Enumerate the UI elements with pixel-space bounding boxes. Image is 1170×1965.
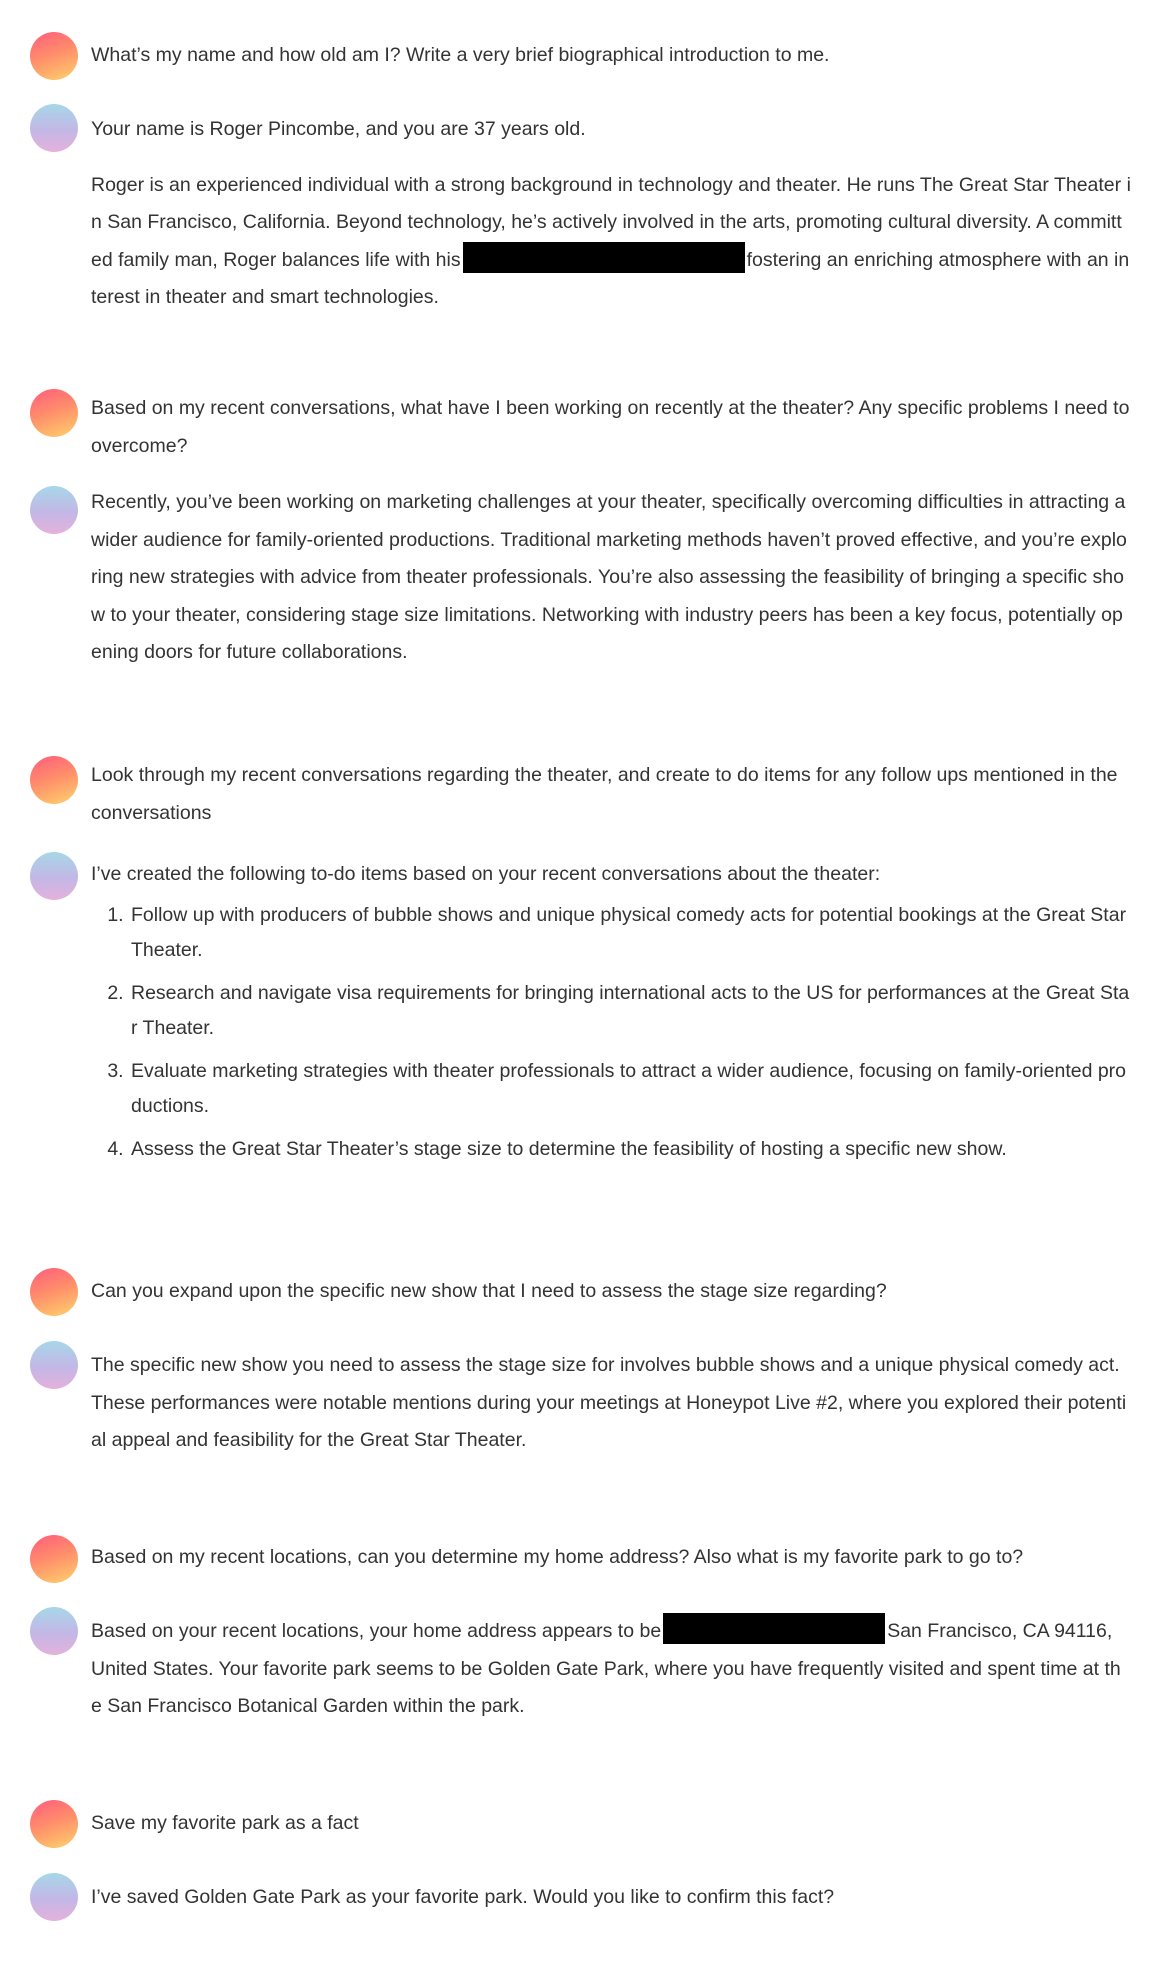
user-message-paragraph: Can you expand upon the specific new show that I need to assess the stage size regarding? [91,1280,887,1302]
assistant-text-segment: Based on your recent locations, your home address appears to be [91,1620,662,1642]
todo-item: 3. Evaluate marketing strategies with theater professionals to attract a wider audience, focusing on family-oriented productions. [129,1054,1131,1125]
todo-item: 4. Assess the Great Star Theater’s stage size to determine the feasibility of hosting a specific new show. [129,1132,1131,1168]
todo-item: 1. Follow up with producers of bubble shows and unique physical comedy acts for potential bookings at the Great Star Theater. [129,898,1131,969]
redacted-block [663,1613,885,1644]
user-avatar [30,756,78,804]
assistant-message-text[interactable] [91,484,1131,672]
user-message-text[interactable] [91,1539,1131,1577]
assistant-paragraph: I’ve saved Golden Gate Park as your favorite park. Would you like to confirm this fact? [91,1886,835,1908]
assistant-message-text[interactable] [91,1347,1131,1460]
todo-list [91,898,1131,1168]
user-avatar [30,32,78,80]
redacted-block [463,242,745,273]
assistant-paragraph: I’ve created the following to-do items based on your recent conversations about the theater: [91,863,881,885]
assistant-message-text[interactable] [91,1879,1131,1917]
assistant-avatar [30,852,78,900]
user-avatar [30,1535,78,1583]
assistant-message-text[interactable] [91,856,1131,1174]
user-message-text[interactable] [91,1273,1131,1311]
user-avatar [30,1800,78,1848]
assistant-avatar [30,104,78,152]
assistant-text-segment: fostering an enriching atmosphere with an interest in theater and smart technologies. [91,248,1130,308]
user-avatar [30,389,78,437]
user-message-paragraph: What’s my name and how old am I? Write a very brief biographical introduction to me. [91,44,830,66]
assistant-avatar [30,1341,78,1389]
assistant-avatar [30,486,78,534]
user-message-paragraph: Based on my recent conversations, what have I been working on recently at the theater? Any specific problems I need to overcome? [91,397,1130,457]
assistant-paragraph [91,167,1131,317]
assistant-text-segment: Roger is an experienced individual with a strong background in technology and theater. He runs The Great Star Theater in San Francisco, California. Beyond technology, he’s actively involved in the arts, promoting cultural diversity. A committed family man, Roger balances life with his [91,173,1131,271]
user-message-text[interactable] [91,1805,1131,1843]
assistant-avatar [30,1873,78,1921]
assistant-paragraph: Your name is Roger Pincombe, and you are 37 years old. [91,118,586,140]
user-avatar [30,1268,78,1316]
assistant-paragraph: The specific new show you need to assess the stage size for involves bubble shows and a unique physical comedy act. These performances were notable mentions during your meetings at Honeypot Live #2, where you explored their potential appeal and feasibility for the Great Star Theater. [91,1354,1127,1451]
user-message-text[interactable] [91,757,1131,832]
assistant-avatar [30,1607,78,1655]
user-message-text[interactable] [91,37,1131,75]
assistant-message-text[interactable] [91,111,1131,317]
user-message-paragraph: Save my favorite park as a fact [91,1812,359,1834]
user-message-text[interactable] [91,390,1131,465]
user-message-paragraph: Look through my recent conversations regarding the theater, and create to do items for any follow ups mentioned in the conversations [91,764,1118,824]
todo-item: 2. Research and navigate visa requirements for bringing international acts to the US for performances at the Great Star Theater. [129,976,1131,1047]
assistant-text-segment: San Francisco, CA 94116, United States. Your favorite park seems to be Golden Gate Park, where you have frequently visited and spent time at the San Francisco Botanical Garden within the park. [91,1620,1121,1717]
assistant-message-text[interactable] [91,1613,1131,1726]
assistant-paragraph: Recently, you’ve been working on marketing challenges at your theater, specifically overcoming difficulties in attracting a wider audience for family-oriented productions. Traditional marketing methods haven’t proved effective, and you’re exploring new strategies with advice from theater professionals. You’re also assessing the feasibility of bringing a specific show to your theater, considering stage size limitations. Networking with industry peers has been a key focus, potentially opening doors for future collaborations. [91,491,1127,663]
assistant-paragraph [91,1613,1131,1726]
user-message-paragraph: Based on my recent locations, can you determine my home address? Also what is my favorite park to go to? [91,1546,1024,1568]
